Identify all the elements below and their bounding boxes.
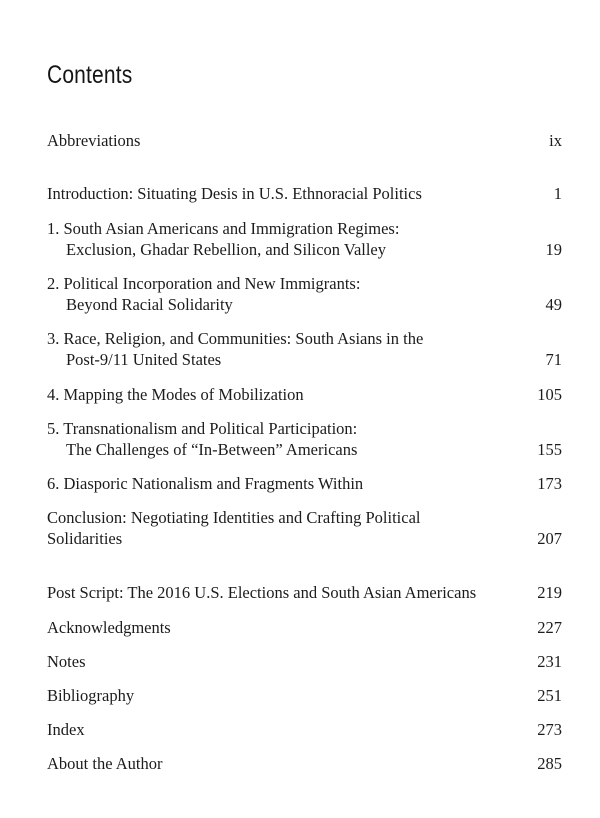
entry-title-line-1: 1. South Asian Americans and Immigration Regimes: [47,219,400,238]
entry-page-number: 105 [537,385,562,404]
entry-title-line-2: Solidarities [47,529,123,548]
entry-title-line-2: Post-9/11 United States [66,350,222,369]
entry-title: Notes [47,652,86,671]
entry-title-line-1: Conclusion: Negotiating Identities and Crafting Political [47,508,421,527]
entry-title: Post Script: The 2016 U.S. Elections and South Asian Americans [47,583,477,602]
entry-title: About the Author [47,754,163,773]
entry-page-number: 227 [537,618,562,637]
entry-title: 4. Mapping the Modes of Mobilization [47,385,304,404]
entry-title: Acknowledgments [47,618,171,637]
entry-title-line-1: 2. Political Incorporation and New Immigrants: [47,274,361,293]
entry-title: Index [47,720,85,739]
entry-page-number: 49 [545,295,562,314]
entry-page-number: 155 [537,440,562,459]
entry-page-number: 1 [553,184,562,203]
entry-title-line-2: The Challenges of “In-Between” Americans [66,440,358,459]
entry-page-number: 207 [537,529,562,548]
entry-title-line-2: Beyond Racial Solidarity [66,295,233,314]
contents-heading: Contents [47,61,133,89]
entry-page-number: 19 [545,240,562,259]
entry-title-line-2: Exclusion, Ghadar Rebellion, and Silicon Valley [66,240,387,259]
entry-page-number: 71 [545,350,562,369]
entry-page-number: 231 [537,652,562,671]
entry-page-number: 219 [537,583,562,602]
entry-title: Introduction: Situating Desis in U.S. Ethnoracial Politics [47,184,422,203]
entry-title: Bibliography [47,686,135,705]
entry-page-number: 251 [537,686,562,705]
entry-page-number: 285 [537,754,562,773]
entry-title-line-1: 3. Race, Religion, and Communities: South Asians in the [47,329,424,348]
entry-page-number: ix [549,131,562,150]
entry-title-line-1: 5. Transnationalism and Political Participation: [47,419,358,438]
entry-title: 6. Diasporic Nationalism and Fragments Within [47,474,364,493]
entry-title: Abbreviations [47,131,141,150]
entry-page-number: 273 [537,720,562,739]
entry-page-number: 173 [537,474,562,493]
